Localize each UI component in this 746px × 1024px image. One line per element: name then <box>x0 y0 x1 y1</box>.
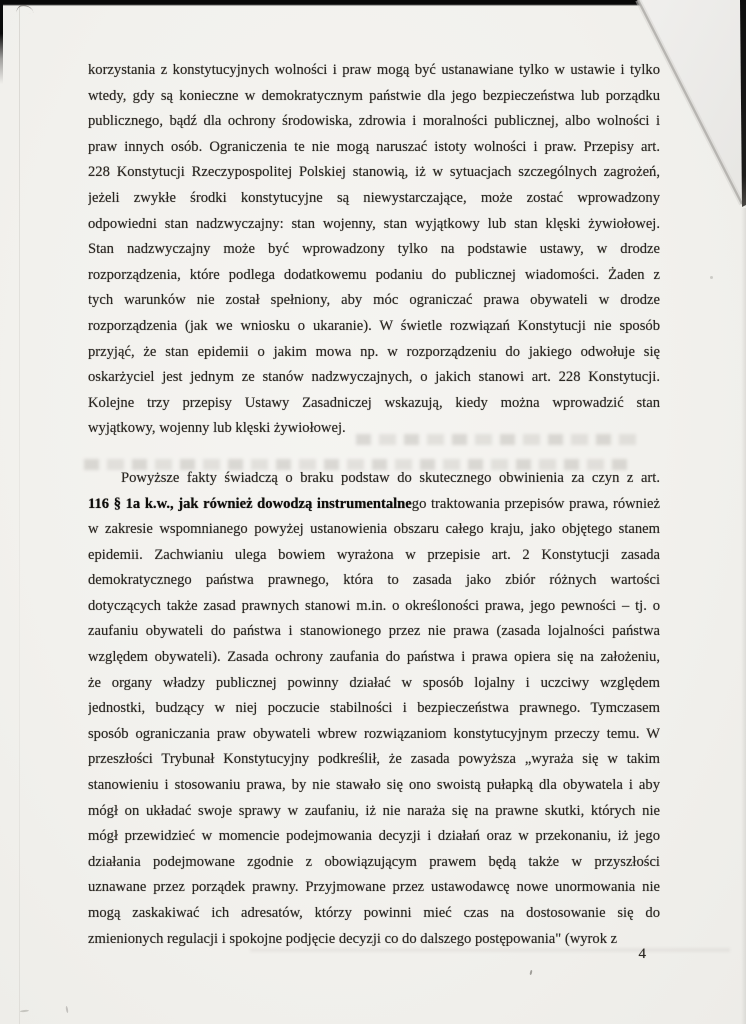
paper-speck <box>710 276 713 279</box>
text-line: Stan nadzwyczajny może być wprowadzony tylko na podstawie ustawy, w drodze <box>88 241 660 258</box>
text-line: zmienionych regulacji i spokojne podjęcie decyzji co do dalszego postępowania" (wyrok z <box>88 930 618 947</box>
text-line: rozporządzenia, które podlega dodatkowemu podaniu do publicznej wiadomości. Żaden z <box>88 266 660 283</box>
text-line: sposób ograniczania praw obywateli wbrew rozwiązaniom konstytucyjnym przeczy temu. W <box>88 725 660 742</box>
text-line: że organy władzy publicznej powinny działać w sposób lojalny i uczciwy względem <box>88 674 660 691</box>
text-line: w zakresie wspomnianego powyżej ustanowienia obszaru całego kraju, jako objętego stanem <box>88 521 660 538</box>
text-line: Powyższe fakty świadczą o braku podstaw do skutecznego obwinienia za czyn z art. <box>121 469 660 486</box>
text-line: zaufaniu obywateli do państwa i stanowionego przez nie prawa (zasada lojalności państwa <box>88 623 660 640</box>
text-line: jeżeli zwykłe środki konstytucyjne są niewystarczające, może zostać wprowadzony <box>88 189 660 206</box>
text-line: Kolejne trzy przepisy Ustawy Zasadniczej wskazują, kiedy można wprowadzić stan <box>88 394 660 411</box>
text-line: względem obywateli). Zasada ochrony zaufania do państwa i prawa opiera się na założeniu, <box>88 649 660 666</box>
text-line: przyjąć, że stan epidemii o jakim mowa np. w rozporządzeniu do jakiego odwołuje się <box>88 343 660 360</box>
text-line: mógł przewidzieć w momencie podejmowania decyzji i działań oraz w przekonaniu, iż jego <box>88 828 660 845</box>
paragraph <box>88 466 660 952</box>
text-line: mógł on układać swoje sprawy w zaufaniu, iż nie naraża się na prawne skutki, których nie <box>88 802 660 819</box>
paper-speck <box>20 1010 29 1013</box>
text-line: wtedy, gdy są konieczne w demokratycznym państwie dla jego bezpieczeństwa lub porządku <box>88 87 660 104</box>
text-line: dotyczących także zasad prawnych stanowi m.in. o określoności prawa, jego pewności – tj. o <box>88 597 660 614</box>
text-line: publicznego, bądź dla ochrony środowiska, zdrowia i moralności publicznej, albo wolności i <box>88 113 660 130</box>
sheet-edge-line <box>19 6 20 1024</box>
text-line: stanowieniu i stosowaniu prawa, by nie stawało się ono swoistą pułapką dla obywatela i aby <box>88 777 660 794</box>
paper-speck <box>65 1006 68 1013</box>
text-line: praw innych osób. Ograniczenia te nie mogą naruszać istoty wolności i praw. Przepisy art. <box>88 138 660 155</box>
text-line: oskarżyciel jest jednym ze stanów nadzwyczajnych, o jakich stanowi art. 228 Konstytucji. <box>88 369 660 386</box>
text-line: epidemii. Zachwianiu ulega bowiem wyrażona w przepisie art. 2 Konstytucji zasada <box>88 546 660 563</box>
text-line: rozporządzenia (jak we wniosku o ukaranie). W świetle rozwiązań Konstytucji nie sposób <box>88 317 660 334</box>
text-line: 228 Konstytucji Rzeczypospolitej Polskiej stanowią, iż w sytuacjach szczególnych zagrożeń, <box>88 164 660 181</box>
text-line: odpowiedni stan nadzwyczajny: stan wojenny, stan wyjątkowy lub stan klęski żywiołowej. <box>88 215 660 232</box>
text-line: tych warunków nie został spełniony, aby móc ograniczać prawa obywateli w drodze <box>88 292 660 309</box>
text-line: demokratycznego państwa prawnego, która to zasada jako zbiór różnych wartości <box>88 572 660 589</box>
dark-ink-segment: 116 § 1a k.w., jak również dowodzą instrumentalne <box>88 495 412 512</box>
text-line: działania podejmowane zgodnie z obowiązującym prawem będą także w przyszłości <box>88 853 660 870</box>
page-number: 4 <box>638 946 646 962</box>
scanner-edge-left <box>0 0 3 84</box>
text-line: korzystania z konstytucyjnych wolności i praw mogą być ustanawiane tylko w ustawie i tylko <box>88 62 660 78</box>
text-line: mogą zaskakiwać ich adresatów, którzy powinni mieć czas na dostosowanie się do <box>88 905 660 921</box>
text-line: uznawane przez porządek prawny. Przyjmowane przez ustawodawcę nowe unormowania nie <box>88 879 660 896</box>
text-block <box>88 58 660 952</box>
paper-speck <box>529 970 532 975</box>
right-edge-shade <box>741 208 746 1024</box>
text-line: przeszłości Trybunał Konstytucyjny podkreślił, że zasada powyższa „wyraża się w takim <box>88 751 660 768</box>
text-line: jednostki, budzący w niej poczucie stabilności i bezpieczeństwa prawnego. Tymczasem <box>88 700 660 717</box>
text-line: wyjątkowy, wojenny lub klęski żywiołowej. <box>88 420 346 437</box>
paragraph <box>88 58 660 442</box>
text-line: 116 § 1a k.w., jak również dowodzą instrumentalnego traktowania przepisów prawa, również <box>88 495 660 512</box>
scanner-edge-top <box>0 0 642 6</box>
